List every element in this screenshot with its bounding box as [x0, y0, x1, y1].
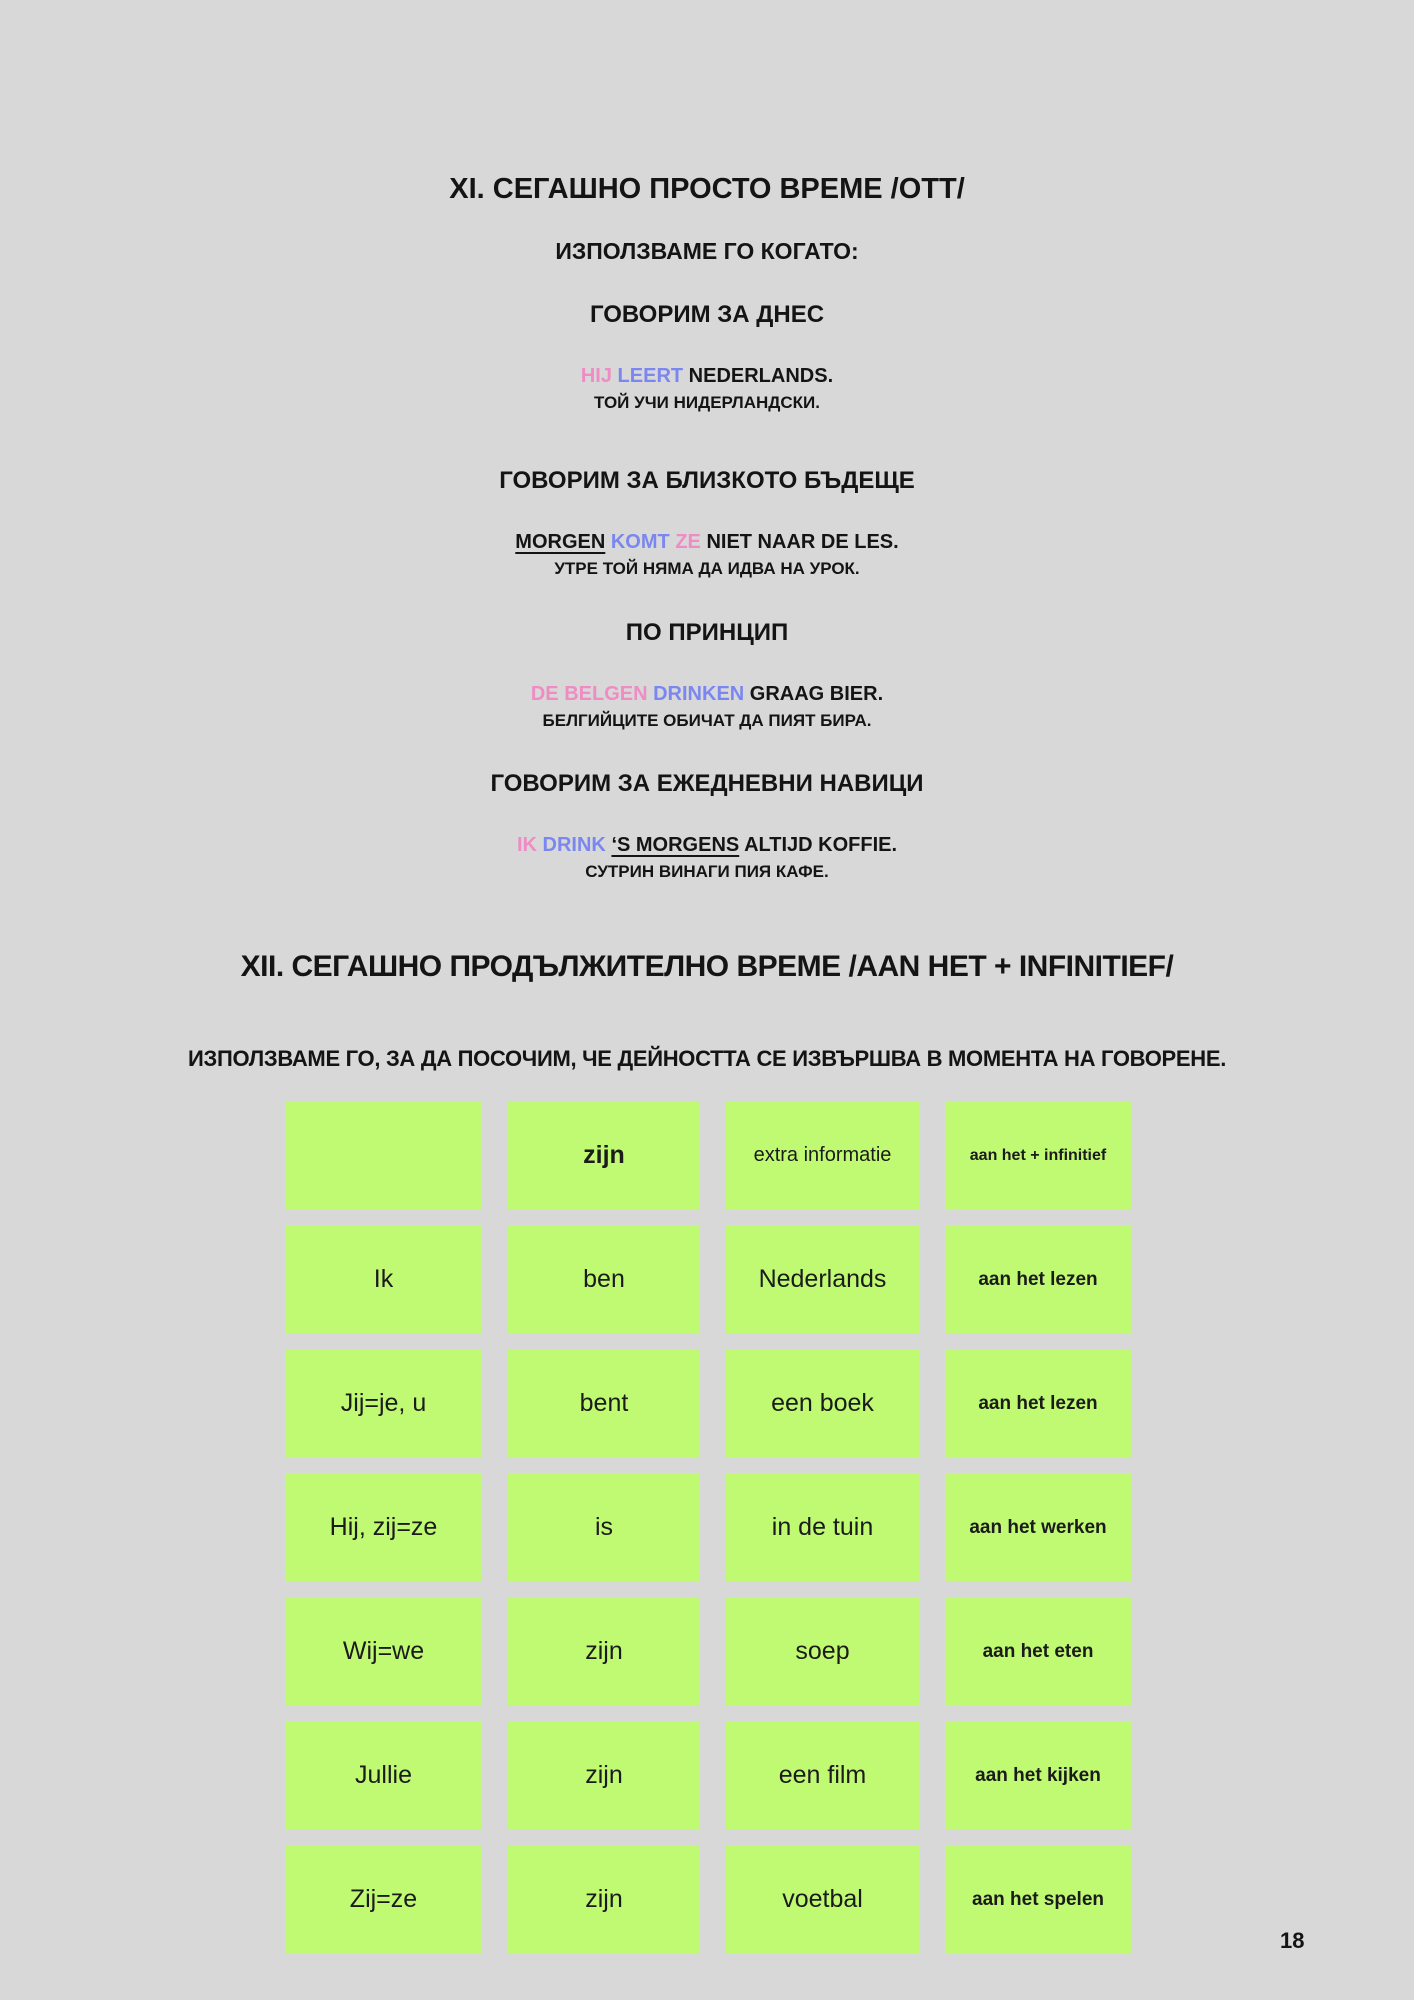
table-cell: Wij=we: [285, 1597, 482, 1706]
section-xii-title: XII. СЕГАШНО ПРОДЪЛЖИТЕЛНО ВРЕМЕ /AAN HET + INFINITIEF/: [240, 950, 1174, 983]
page-number: 18: [1280, 1928, 1305, 1953]
table-cell: voetbal: [726, 1845, 919, 1954]
section-xi-intro: ИЗПОЛЗВАМЕ ГО КОГАТО:: [555, 238, 859, 264]
example-segment: DRINKEN: [653, 683, 745, 705]
example-segment: MORGEN: [515, 531, 606, 553]
example-sentence: [0, 363, 1414, 389]
case-heading: ГОВОРИМ ЗА ЕЖЕДНЕВНИ НАВИЦИ: [490, 770, 924, 797]
table-cell: Zij=ze: [285, 1845, 482, 1954]
usage-case-today: [0, 300, 1414, 416]
table-header-extra-informatie: extra informatie: [726, 1101, 919, 1210]
table-header-zijn: zijn: [508, 1101, 700, 1210]
case-heading: ГОВОРИМ ЗА ДНЕС: [589, 301, 825, 328]
table-cell: is: [508, 1473, 700, 1582]
table-cell: aan het spelen: [945, 1845, 1131, 1954]
case-heading: ГОВОРИМ ЗА БЛИЗКОТО БЪДЕЩЕ: [499, 467, 915, 494]
case-heading: ПО ПРИНЦИП: [625, 619, 789, 646]
table-cell: zijn: [508, 1845, 700, 1954]
table-cell: aan het lezen: [945, 1225, 1131, 1334]
usage-case-daily-habits: [0, 769, 1414, 885]
table-cell: Ik: [285, 1225, 482, 1334]
table-cell: ben: [508, 1225, 700, 1334]
table-header-blank: [285, 1101, 482, 1210]
example-segment: HIJ: [580, 365, 612, 387]
example-segment: ‘S MORGENS: [611, 834, 740, 856]
table-cell: zijn: [508, 1721, 700, 1830]
example-segment: NEDERLANDS.: [688, 365, 834, 387]
example-translation: БЕЛГИЙЦИТЕ ОБИЧАТ ДА ПИЯТ БИРА.: [542, 711, 872, 730]
table-cell: aan het lezen: [945, 1349, 1131, 1458]
usage-case-in-principle: [0, 618, 1414, 734]
example-translation: ТОЙ УЧИ НИДЕРЛАНДСКИ.: [594, 393, 820, 412]
example-segment: NIET NAAR DE LES.: [706, 531, 899, 553]
section-xi-title: XI. СЕГАШНО ПРОСТО ВРЕМЕ /OTT/: [449, 173, 965, 205]
table-header-aan-het-infinitief: aan het + infinitief: [945, 1101, 1131, 1210]
table-cell: aan het kijken: [945, 1721, 1131, 1830]
table-cell: aan het eten: [945, 1597, 1131, 1706]
table-cell: Jullie: [285, 1721, 482, 1830]
example-translation: УТРЕ ТОЙ НЯМА ДА ИДВА НА УРОК.: [554, 559, 860, 578]
example-translation: СУТРИН ВИНАГИ ПИЯ КАФЕ.: [585, 862, 829, 881]
section-xii-intro: ИЗПОЛЗВАМЕ ГО, ЗА ДА ПОСОЧИМ, ЧЕ ДЕЙНОСТТА СЕ ИЗВЪРШВА В МОМЕНТА НА ГОВОРЕНЕ.: [187, 1046, 1227, 1071]
example-segment: ALTIJD KOFFIE.: [744, 834, 898, 856]
table-cell: een film: [726, 1721, 919, 1830]
table-cell: Nederlands: [726, 1225, 919, 1334]
table-cell: een boek: [726, 1349, 919, 1458]
table-cell: in de tuin: [726, 1473, 919, 1582]
example-segment: IK: [516, 834, 537, 856]
table-cell: Hij, zij=ze: [285, 1473, 482, 1582]
conjugation-table: [285, 1101, 1131, 1954]
example-segment: DRINK: [542, 834, 606, 856]
usage-case-near-future: [0, 466, 1414, 582]
example-sentence: [0, 681, 1414, 707]
table-cell: soep: [726, 1597, 919, 1706]
example-segment: DE BELGEN: [530, 683, 648, 705]
example-segment: GRAAG BIER.: [749, 683, 884, 705]
example-segment: ZE: [675, 531, 701, 553]
example-sentence: [0, 529, 1414, 555]
table-cell: bent: [508, 1349, 700, 1458]
table-cell: aan het werken: [945, 1473, 1131, 1582]
example-segment: LEERT: [617, 365, 684, 387]
table-cell: Jij=je, u: [285, 1349, 482, 1458]
example-sentence: [0, 832, 1414, 858]
example-segment: KOMT: [610, 531, 670, 553]
table-cell: zijn: [508, 1597, 700, 1706]
